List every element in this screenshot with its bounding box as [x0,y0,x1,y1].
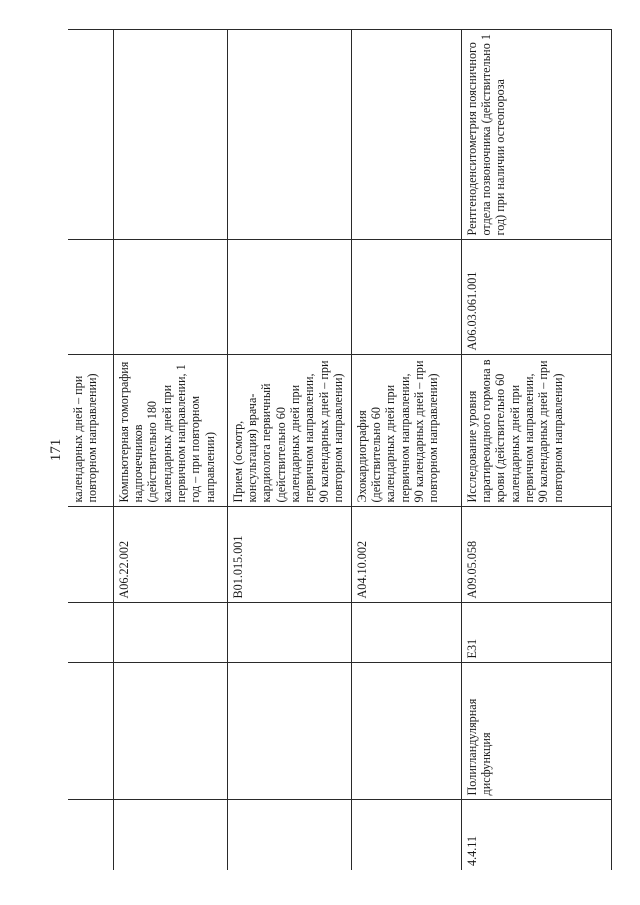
cell-diagnosis [227,663,351,800]
cell-service-2 [227,30,351,240]
cell-service-code: A04.10.002 [351,507,461,603]
table-row [351,30,461,870]
cell-service: Эхокардиография (действительно 60 календарных дней при первичном направлении, 90 календарных дней – при повторном направлении) [351,355,461,507]
cell-service-2 [113,30,227,240]
cell-code-num [227,800,351,870]
cell-service-2 [351,30,461,240]
cell-icd [113,603,227,663]
cell-service-code [68,507,113,603]
cell-icd [351,603,461,663]
cell-code-num: 4.4.11 [461,800,611,870]
services-table-rotated [68,30,611,870]
cell-service: Прием (осмотр, консультация) врача-кардиолога первичный (действительно 60 календарных дней при первичном направлении, 90 календарных дней – при повторном направлении) [227,355,351,507]
cell-service: Исследование уровня паратиреоидного гормона в крови (действительно 60 календарных дней при первичном направлении, 90 календарных дней – при повторном направлении) [461,355,611,507]
cell-service-2: Рентгеноденситометрия поясничного отдела позвоночника (действительно 1 год) при наличии остеопороза [461,30,611,240]
cell-code-num [68,800,113,870]
table-row [461,30,611,870]
cell-service-code: A06.22.002 [113,507,227,603]
cell-diagnosis: Полигландулярная дисфункция [461,663,611,800]
cell-code-num [351,800,461,870]
cell-diagnosis [113,663,227,800]
cell-icd [68,603,113,663]
cell-service-2 [68,30,113,240]
cell-service-code-2 [68,240,113,355]
cell-service-code-2 [113,240,227,355]
cell-icd: E31 [461,603,611,663]
table-row [68,30,113,870]
table-row [113,30,227,870]
cell-service-code: B01.015.001 [227,507,351,603]
cell-service-code-2: A06.03.061.001 [461,240,611,355]
cell-service-code-2 [227,240,351,355]
cell-service: Компьютерная томография надпочечников (действительно 180 календарных дней при первичном направлении, 1 год – при повторном направлении) [113,355,227,507]
cell-diagnosis [68,663,113,800]
cell-diagnosis [351,663,461,800]
services-table [68,30,612,871]
cell-service-code-2 [351,240,461,355]
cell-service: календарных дней – при повторном направлении) [68,355,113,507]
cell-service-code: A09.05.058 [461,507,611,603]
cell-icd [227,603,351,663]
cell-code-num [113,800,227,870]
table-row [227,30,351,870]
page-number: 171 [48,438,64,462]
